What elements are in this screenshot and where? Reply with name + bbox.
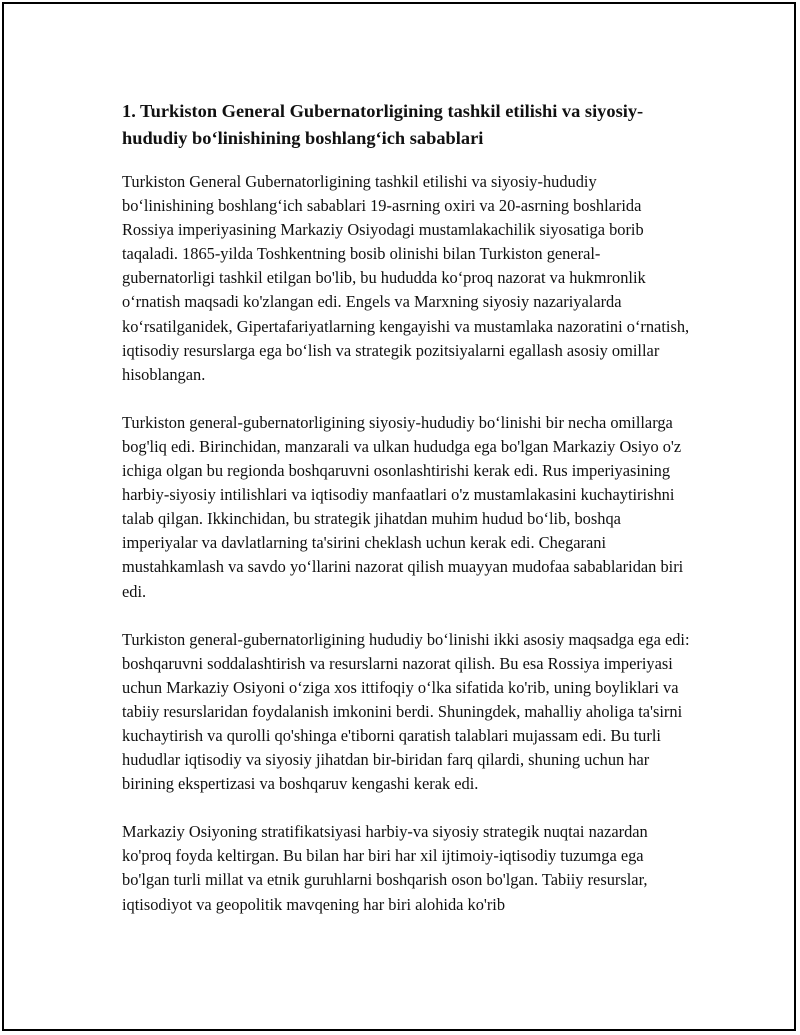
paragraph-1: Turkiston General Gubernatorligining tashkil etilishi va siyosiy-hududiy bo‘linishining boshlang‘ich sabablari 19-asrning oxiri va 20-asrning boshlarida Rossiya imperiyasining Markaziy Osiyodagi mustamlakachilik siyosatiga borib taqaladi. 1865-yilda Toshkentning bosib olinishi bilan Turkiston general-gubernatorligi tashkil etilgan bo'lib, bu hududda ko‘proq nazorat va hukmronlik o‘rnatish maqsadi ko'zlangan edi. Engels va Marxning siyosiy nazariyalarda ko‘rsatilganidek, Gipertafariyatlarning kengayishi va mustamlaka nazoratini o‘rnatish, iqtisodiy resurslarga ega bo‘lish va strategik pozitsiyalarni egallash asosiy omillar hisoblangan. xyxy=(122,172,690,384)
paragraph-2: Turkiston general-gubernatorligining siyosiy-hududiy bo‘linishi bir necha omillarga bog'liq edi. Birinchidan, manzarali va ulkan hududga ega bo'lgan Markaziy Osiyo o'z ichiga olgan bu regionda boshqaruvni osonlashtirishi kerak edi. Rus imperiyasining harbiy-siyosiy intilishlari va iqtisodiy manfaatlari o'z mustamlakasini kuchaytirishni talab qilgan. Ikkinchidan, bu strategik jihatdan muhim hudud bo‘lib, boshqa imperiyalar va davlatlarning ta'sirini cheklash uchun kerak edi. Chegarani mustahkamlash va savdo yo‘llarini nazorat qilish muayyan mudofaa sabablaridan biri edi. xyxy=(122,412,684,601)
page-frame xyxy=(2,2,796,1031)
document-body xyxy=(122,98,692,941)
section-title: 1. Turkiston General Gubernatorligining tashkil etilishi va siyosiy-hududiy bo‘linishining boshlang‘ich sabablari xyxy=(122,101,644,148)
paragraph-3: Turkiston general-gubernatorligining hududiy bo‘linishi ikki asosiy maqsadga ega edi: boshqaruvni soddalashtirish va resurslarni nazorat qilish. Bu esa Rossiya imperiyasi uchun Markaziy Osiyoni o‘ziga xos ittifoqiy o‘lka sifatida ko'rib, uning boyliklari va tabiiy resurslaridan foydalanish imkonini berdi. Shuningdek, mahalliy aholiga ta'sirni kuchaytirish va qurolli qo'shinga e'tiborni qaratish talablari mujassam edi. Bu turli hududlar iqtisodiy va siyosiy jihatdan bir-biridan farq qilardi, shuning uchun har birining ekspertizasi va boshqaruv kengashi kerak edi. xyxy=(122,629,690,794)
paragraph-4: Markaziy Osiyoning stratifikatsiyasi harbiy-va siyosiy strategik nuqtai nazardan ko'proq foyda keltirgan. Bu bilan har biri har xil ijtimoiy-iqtisodiy tuzumga ega bo'lgan turli millat va etnik guruhlarni boshqarish oson bo'lgan. Tabiiy resurslar, iqtisodiyot va geopolitik mavqening har biri alohida ko'rib xyxy=(122,822,648,914)
